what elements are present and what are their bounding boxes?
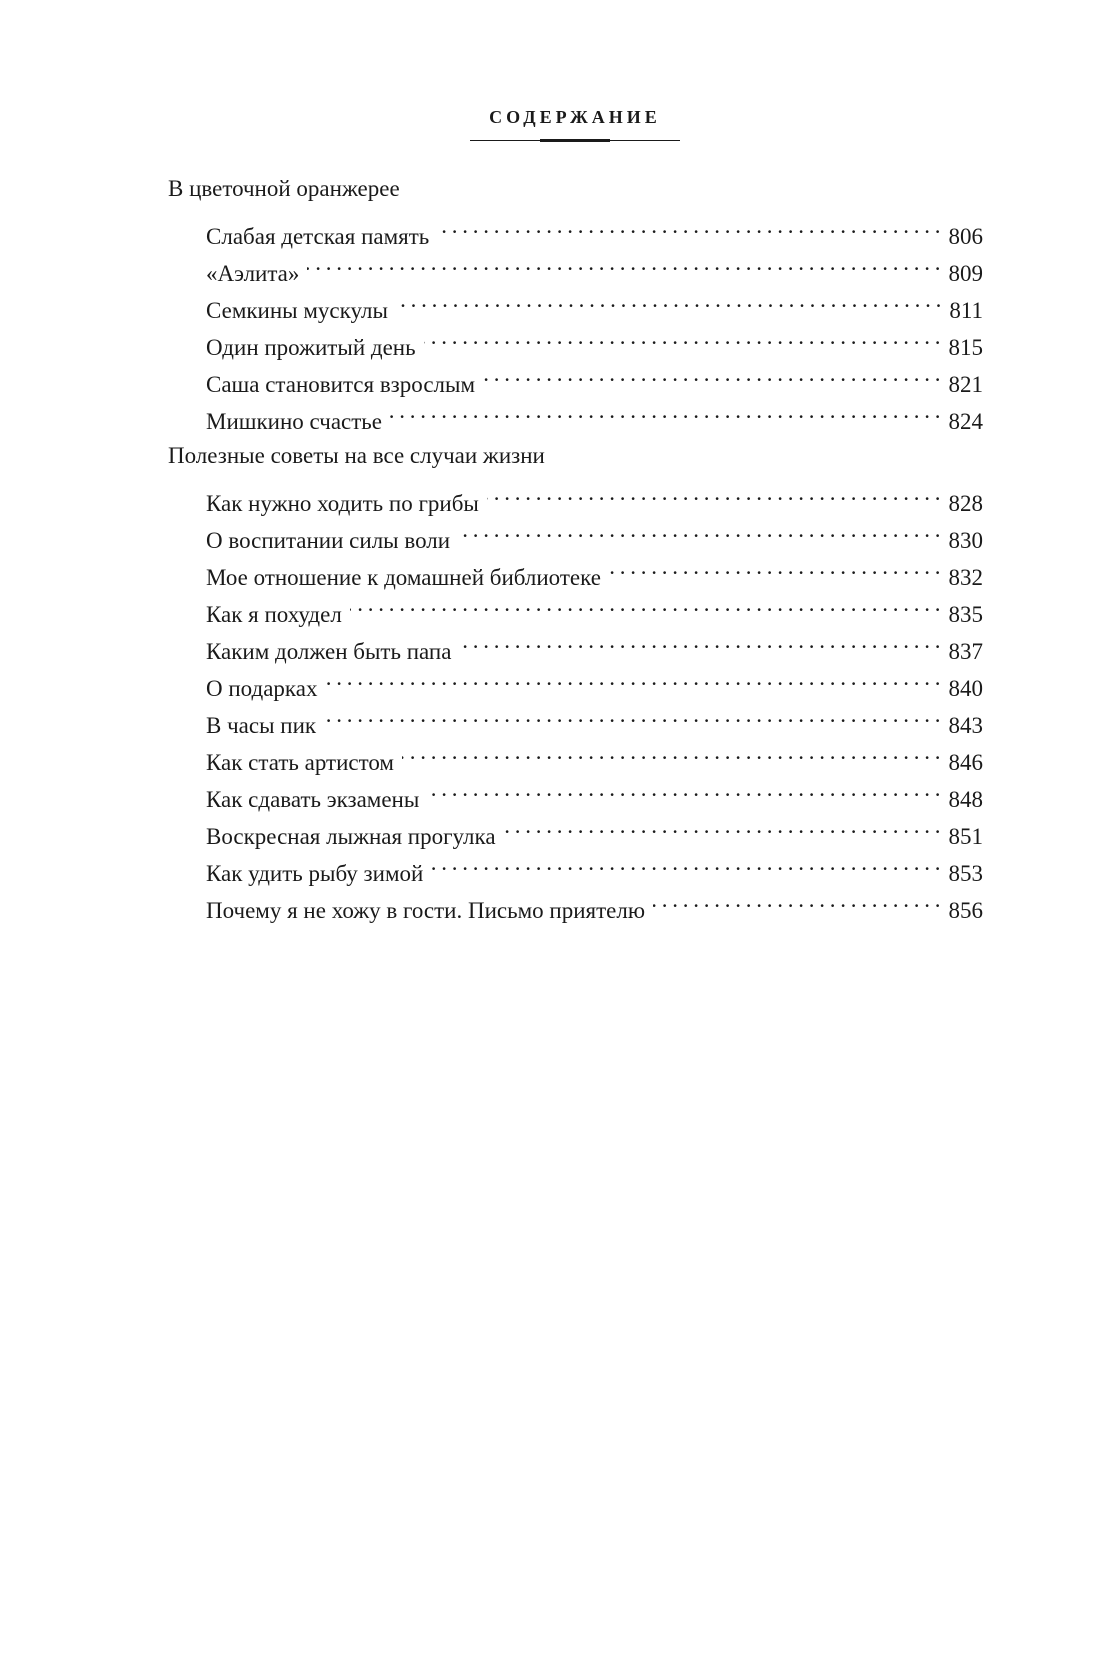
entry-title: В часы пик xyxy=(206,713,317,738)
dot-leader xyxy=(458,511,940,548)
entry-title: Каким должен быть папа xyxy=(206,639,452,664)
header-rule xyxy=(470,140,680,141)
header-rule-accent xyxy=(540,139,610,142)
entry-title: Как я похудел xyxy=(206,602,342,627)
entry-page-number: 837 xyxy=(948,639,983,664)
entry-page-number: 815 xyxy=(948,335,983,360)
entry-title: Слабая детская память xyxy=(206,224,430,249)
entry-page-number: 830 xyxy=(948,528,983,553)
toc-entry[interactable] xyxy=(168,474,983,516)
entry-title: Как сдавать экзамены xyxy=(206,787,420,812)
section-title: В цветочной оранжерее xyxy=(168,176,400,201)
entry-title: Мишкино счастье xyxy=(206,409,382,434)
dot-leader xyxy=(424,318,941,355)
entry-page-number: 821 xyxy=(948,372,983,397)
entry-title: Саша становится взрослым xyxy=(206,372,476,397)
dot-leader xyxy=(307,244,940,281)
entry-title: О воспитании силы воли xyxy=(206,528,451,553)
dot-leader xyxy=(396,281,941,318)
dot-leader xyxy=(324,696,940,733)
dot-leader xyxy=(653,881,940,918)
dot-leader xyxy=(390,392,941,429)
dot-leader xyxy=(437,207,940,244)
dot-leader xyxy=(483,355,940,392)
entry-page-number: 835 xyxy=(948,602,983,627)
entry-page-number: 806 xyxy=(948,224,983,249)
entry-page-number: 811 xyxy=(949,298,983,323)
dot-leader xyxy=(350,585,941,622)
entry-page-number: 828 xyxy=(948,491,983,516)
section-title: Полезные советы на все случаи жизни xyxy=(168,443,545,468)
entry-page-number: 853 xyxy=(948,861,983,886)
entry-page-number: 846 xyxy=(948,750,983,775)
entry-page-number: 824 xyxy=(948,409,983,434)
entry-title: Один прожитый день xyxy=(206,335,416,360)
entry-page-number: 832 xyxy=(948,565,983,590)
dot-leader xyxy=(402,733,941,770)
dot-leader xyxy=(609,548,941,585)
entry-page-number: 809 xyxy=(948,261,983,286)
entry-page-number: 843 xyxy=(948,713,983,738)
dot-leader xyxy=(459,622,940,659)
entry-page-number: 840 xyxy=(948,676,983,701)
toc-section xyxy=(168,437,983,923)
entry-title: Как удить рыбу зимой xyxy=(206,861,424,886)
toc-entry[interactable] xyxy=(168,207,983,249)
entry-page-number: 848 xyxy=(948,787,983,812)
entry-title: «Аэлита» xyxy=(206,261,300,286)
dot-leader xyxy=(487,474,941,511)
toc-section xyxy=(168,170,983,434)
dot-leader xyxy=(325,659,940,696)
entry-page-number: 856 xyxy=(948,898,983,923)
entry-title: Как стать артистом xyxy=(206,750,394,775)
entry-title: Как нужно ходить по грибы xyxy=(206,491,479,516)
dot-leader xyxy=(431,844,940,881)
entry-title: Почему я не хожу в гости. Письмо приятелю xyxy=(206,898,646,923)
entry-title: О подарках xyxy=(206,676,318,701)
contents-title: СОДЕРЖАНИЕ xyxy=(489,107,661,127)
table-of-contents xyxy=(168,170,983,923)
dot-leader xyxy=(504,807,941,844)
entry-title: Воскресная лыжная прогулка xyxy=(206,824,496,849)
contents-header xyxy=(470,106,680,141)
entry-page-number: 851 xyxy=(948,824,983,849)
dot-leader xyxy=(427,770,940,807)
entry-title: Мое отношение к домашней библиотеке xyxy=(206,565,601,590)
entry-title: Семкины мускулы xyxy=(206,298,388,323)
